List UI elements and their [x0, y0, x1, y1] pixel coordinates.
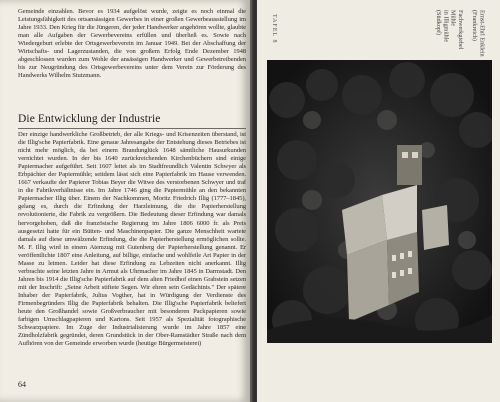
photo-caption-2: Ernst-Ehrl Enklein (Frankreich) [471, 10, 486, 57]
aerial-photo [267, 60, 492, 343]
intro-text: Gemeinde einzahlen. Bevor es 1934 aufgelöst wurde, zeigte es noch einmal die Leistungsfähigkeit des ortsansässigen Gewerbes in einer großen Gewerbeausstellung im Jahre 1933. Den Krieg für die Jüngeren, der jeder Handwerker angehören wollte, glaubte man alle Aufgaben der Gewerbevereins erfüllen und überließ es. Sowie nach Wiedergeburt erlebte der Ortsgewerbeverein im Januar 1949. Bei der Abschaffung der Wirtschafts- und Lagerzustanden, die von großem Erfolg Ende Dezember 1948 abgeschlossen wurden zum Wohle der ansässigen Handwerker und Gewerbetreibenden bis zur Neugründung des Ortsgewerbevereins unter dem Verein zur Förderung des Handwerks Wilhelm Stutzmann. [18, 8, 246, 80]
aerial-photo-image [267, 60, 492, 343]
body-paragraph [18, 131, 246, 348]
photo-caption-1: Fachwerkgiebel Mühle in Illigmühle (Südkopf) [435, 10, 464, 50]
intro-paragraph [18, 8, 246, 80]
body-text: Der einzige handwerkliche Großbetrieb, der alle Kriegs- und Krisenzeiten überstand, ist die Illig'sche Papierfabrik. Eine genaue Jahresangabe der Entstehung dieses Betriebes ist nicht mehr möglich, da bei einem Brandunglück 1648 sämtliche Hausurkunden vernichtet wurden. In der bis 1640 zurückreichenden Kirchenbüchern sind einige Papiermacher aufgeführt. Seit 1607 leitet als im Stadtfreundlich Valentin Schwyer als Erbpächter der Papiermühle; seitdem lässt sich eine Papierfabrik im Hause verwenden. 1667 verkaufte der Papierer Tobias Beyer die Witwe des verstorbenen Schwyer und traf in die Fabrikverhältnisse ein. Im Jahre 1746 ging die Papiermühle an den bekannten Papiermacher Illig über. Einem der Nachkommen, Moritz Friedrich Illig (1777–1845), gelang es, durch die Erfindung der Harzleimung, die die Papierherstellung revolutionierte, die Fabrik zu vergrößern. Die Bedeutung dieser Erfindung war damals hervorgehoben, daß die französische Regierung im Jahre 1806 6000 fr. als Preis ausgesetzt hatte für ein Bütten- und Maschinenpapier. Die ganze Menschheit wartete damals auf diese umwälzende Erfindung, die die Papierherstellung ermöglichen sollte. M. F. Illig wird in einem Atemzug mit Gutenberg der Papierherstellung genannt. Er veröffentlichte 1807 eine Anleitung, auf billige, einfache und wohlfeile Art Papier in der Masse zu leimen. Leider hat diese Erfindung zu Lebzeiten nicht anerkannt. Illig verbrachte seine letzten Jahre in Armut als Uhrmacher im Jahre 1845 in Darmstadt. Den Jahren bis 1914 die Illig'sche Papierfabrik auf dem alten Friedhof einen Grabstein setzen mit der Inschrift: „Seine Arbeit stiftete Segen. Wir ehren sein Gedächtnis." Der spätere Inhaber der Papierfabrik, Julius Vogther, hat in Würdigung der Verdienste des Firmenbegründers Illig die Papierfabrik behalten. Die Illig'sche Papierfabrik beliefert heute den Großhandel sowie Großverbraucher mit besonderen Packpapieren sowie farbigen Umschlagpapieren und Kartons. Seit 1957 als Spezialität fotographische Schwarzpapiere. Im Zuge der Industrialisierung wurde im Jahre 1857 eine Zündholzfabrik gegründet, deren Grundstück in der Ober-Ramstädter Straße nach dem Aufhören von der Gemeinde erworben wurde (heutige Bürgermeisterei) [18, 131, 246, 348]
page-number: 64 [18, 380, 26, 389]
section-rule [18, 128, 246, 129]
book-gutter [250, 0, 257, 402]
section-title: Die Entwicklung der Industrie [18, 113, 161, 125]
plate-label: TAFEL 8 [271, 14, 277, 44]
right-page [257, 0, 500, 402]
